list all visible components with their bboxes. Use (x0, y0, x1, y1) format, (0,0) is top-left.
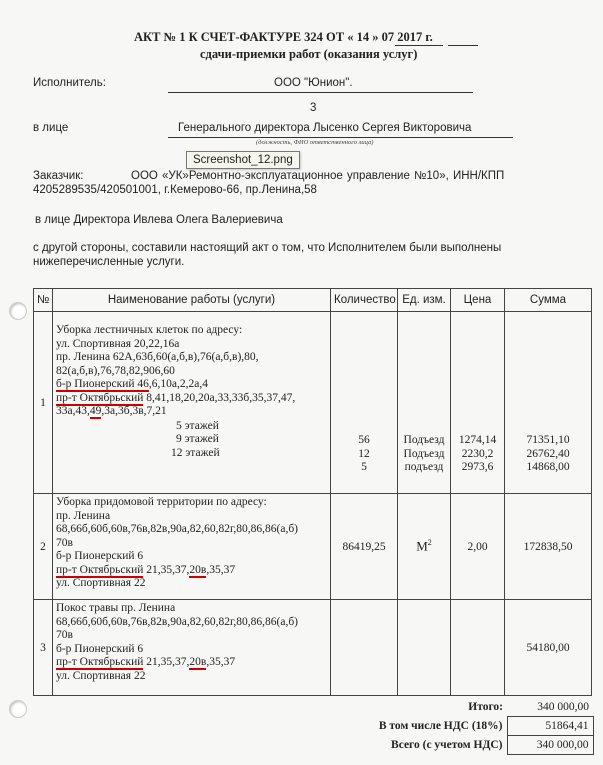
underlined-address: б-р Пионерский 46 (56, 378, 149, 390)
description-line: 68,66б,60б,60в,76в,82в,90а,82,60,82г,80,86,86(а,б) (56, 523, 299, 535)
table-row (34, 312, 592, 494)
row-quantity (331, 600, 398, 696)
description-line: б-р Пионерский 6 (56, 642, 144, 655)
unit-value: подъезд (404, 461, 444, 473)
underlined-address: пр-т Октябрьский (56, 391, 144, 404)
customer-inn-address: 4205289535/420501001, г.Кемерово-66, пр.Ленина,58 (33, 184, 317, 196)
address-part: ,35,37 (206, 563, 236, 576)
quantity-value: 5 (361, 461, 367, 473)
description-line: 70в (56, 536, 73, 549)
description-line: б-р Пионерский 6 (56, 550, 144, 562)
table-row (34, 494, 592, 600)
performer-label: Исполнитель: (33, 77, 106, 89)
description-line (56, 405, 327, 419)
grand-total-row (331, 736, 593, 755)
floors-12: 12 этажей (171, 446, 220, 459)
total-row (331, 698, 593, 717)
row-quantity: 86419,25 (331, 494, 398, 600)
price-value: 2230,2 (461, 447, 494, 460)
description-line: 70в (56, 629, 73, 641)
unit-value: Подъезд (403, 447, 445, 460)
total-value: 340 000,00 (537, 701, 589, 713)
header-sum: Сумма (505, 289, 592, 312)
description-line: ул. Спортивная 22 (56, 577, 146, 589)
row-price (451, 600, 505, 696)
description-line: 68,66б,60б,60в,76в,82в,90а,82,60,82г,80,86,86(а,б) (56, 615, 299, 628)
quantity-value: 12 (358, 447, 370, 460)
table-header-row (34, 289, 592, 312)
description-line: Уборка лестничных клеток по адресу: (56, 324, 243, 336)
row-number: 3 (34, 600, 53, 696)
underlined-address: пр-т Октябрьский (56, 656, 144, 668)
row-unit (398, 494, 451, 600)
total-label: Итого: (468, 701, 503, 714)
row-number: 1 (34, 312, 53, 494)
address-part: ,3а,3б,3в,7,21 (101, 405, 167, 417)
header-number: № (34, 289, 53, 312)
sum-value: 14868,00 (526, 461, 570, 473)
punch-hole-top (9, 302, 27, 320)
description-line (56, 392, 327, 406)
row-sum: 172838,50 (505, 494, 592, 600)
description-line: 82(а,б,в),76,78,82,906,60 (56, 364, 175, 377)
act-title: АКТ № 1 К СЧЕТ-ФАКТУРЕ 324 ОТ « 14 » 07 2017 г. (134, 30, 433, 44)
unit-value: Подъезд (403, 434, 445, 446)
performer-name: ООО "Юнион". (274, 77, 353, 89)
punch-hole-bottom (9, 700, 27, 718)
vat-row (331, 717, 593, 736)
performer-person-line (168, 137, 513, 138)
sum-value: 26762,40 (526, 447, 570, 460)
title-underline-month (395, 45, 443, 46)
underlined-address: пр-т Октябрьский (56, 563, 144, 576)
row-quantity (331, 312, 398, 494)
customer-person: в лице Директора Ивлева Олега Валериевича (35, 214, 283, 226)
row-number: 2 (34, 494, 53, 600)
row-price: 2,00 (451, 494, 505, 600)
intro-line-1: с другой стороны, составили настоящий акт о том, что Исполнителем были выполнены (33, 242, 502, 254)
address-part: 33а,43, (56, 405, 90, 417)
description-line (56, 564, 327, 578)
header-name: Наименование работы (услуги) (53, 289, 331, 312)
act-subtitle: сдачи-приемки работ (оказания услуг) (200, 47, 418, 61)
description-line: Уборка придомовой территории по адресу: (56, 496, 267, 508)
row-description (53, 600, 331, 696)
underlined-house: 20в (189, 563, 207, 576)
screenshot-filename-tag: Screenshot_12.png (186, 151, 300, 169)
row-unit (398, 600, 451, 696)
underlined-house: 20в (189, 656, 207, 668)
description-line: ул. Спортивная 22 (56, 669, 146, 682)
description-line (56, 378, 327, 392)
floors-9: 9 этажей (176, 433, 219, 445)
vat-label: В том числе НДС (18%) (378, 720, 503, 732)
description-line (56, 656, 327, 670)
description-line: пр. Ленина 62А,63б,60(а,б,в),76(а,б,в),80, (56, 351, 259, 363)
unit-value: М (416, 538, 428, 554)
address-part: ,35,37 (206, 656, 236, 668)
description-line: Покос травы пр. Ленина (56, 602, 176, 614)
intro-line-2: нижеперечисленные услуги. (33, 256, 185, 268)
row-unit (398, 312, 451, 494)
header-quantity: Количество (331, 289, 398, 312)
underlined-house: 49 (89, 405, 102, 417)
row-sum: 54180,00 (505, 600, 592, 696)
price-value: 1274,14 (458, 434, 497, 446)
header-price: Цена (451, 289, 505, 312)
performer-in-person-label: в лице (33, 122, 69, 134)
address-tail: 8,41,18,20,20а,33,33б,35,37,47, (143, 391, 296, 404)
quantity-value: 56 (358, 434, 370, 446)
row-description (53, 494, 331, 600)
performer-name-line (168, 92, 473, 93)
price-value: 2973,6 (461, 461, 494, 473)
description-line: пр. Ленина (56, 509, 111, 522)
unit-superscript: 2 (427, 538, 432, 548)
address-part: 21,35,37, (143, 563, 190, 576)
performer-person: Генерального директора Лысенко Сергея Викторовича (178, 122, 472, 134)
sum-value: 71351,10 (526, 434, 570, 446)
floors-5: 5 этажей (176, 419, 219, 432)
customer-label: Заказчик: (33, 170, 84, 182)
title-underline-year (448, 45, 478, 46)
grand-total-label: Всего (с учетом НДС) (391, 739, 503, 751)
header-unit: Ед. изм. (398, 289, 451, 312)
row-description (53, 312, 331, 494)
address-tail: ,6,10а,2,2а,4 (148, 378, 208, 390)
vat-value: 51864,41 (507, 717, 593, 736)
address-part: 21,35,37, (143, 656, 190, 668)
table-row (34, 600, 592, 696)
description-line: ул. Спортивная 20,22,16а (56, 337, 180, 350)
customer-name: ООО «УК»Ремонтно-эксплуатационное управление №10», ИНН/КПП (131, 170, 505, 182)
services-table (33, 288, 592, 696)
performer-number: 3 (310, 102, 317, 114)
row-sum (505, 312, 592, 494)
performer-hint: (должность, ФИО ответственного лица) (256, 139, 374, 146)
grand-total-value: 340 000,00 (507, 736, 593, 755)
row-price (451, 312, 505, 494)
totals-table (331, 698, 594, 755)
